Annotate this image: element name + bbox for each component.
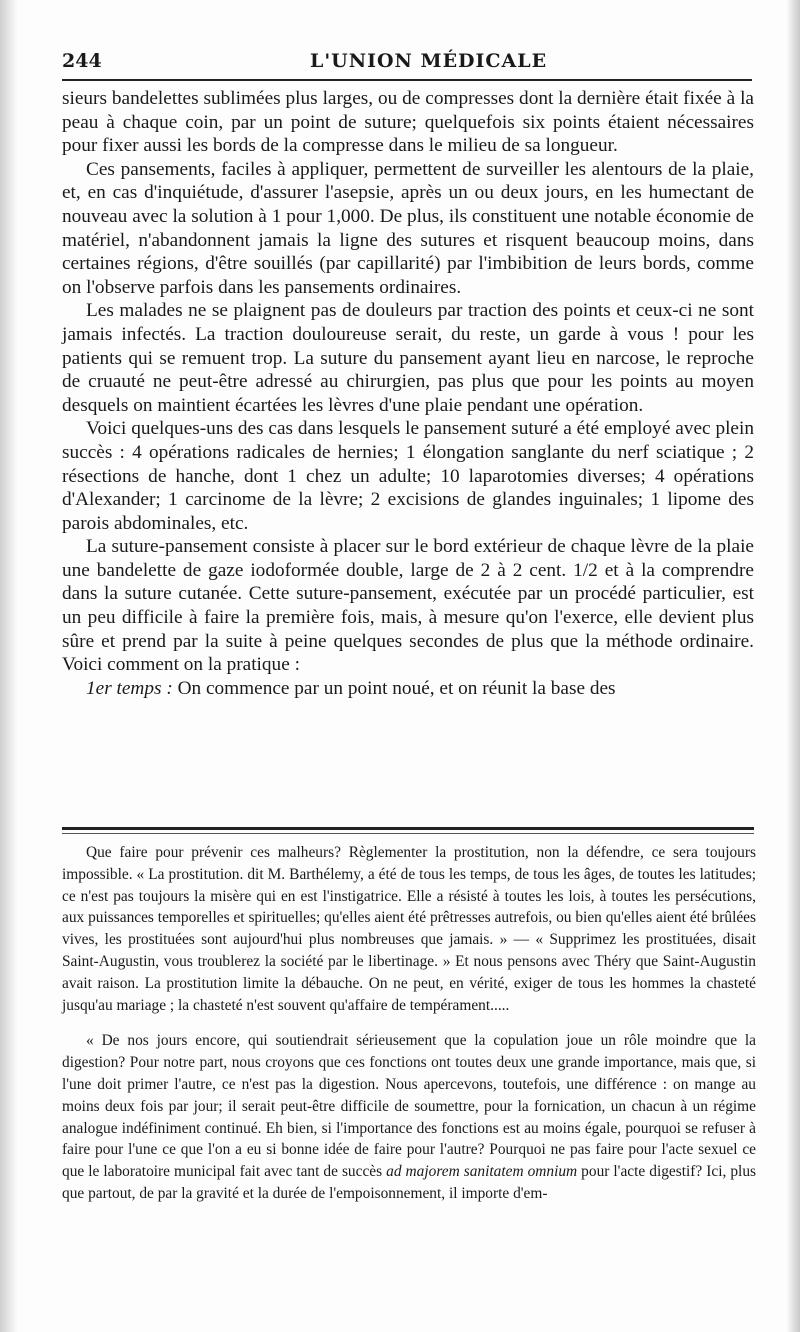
page-edge-shadow-right (786, 0, 800, 1332)
main-text (62, 87, 754, 700)
footnotes (62, 842, 756, 1205)
paragraph-continued: sieurs bandelettes sublimées plus larges, ou de compresses dont la dernière était fixée à la peau à chaque coin, par un point de suture; quelquefois six points étaient nécessaires pour fixer aussi les bords de la compresse dans le milieu de sa longueur. (62, 88, 754, 157)
paragraph-step (62, 677, 754, 701)
footnote-text: « De nos jours encore, qui soutiendrait sérieusement que la copulation joue un rôle moindre que la digestion? Pour notre part, nous croyons que ces fonctions ont toutes deux une grande importance, mais que, si l'une doit primer l'autre, ce n'est pas la digestion. Nous apercevons, toutefois, une différence : on mange au moins deux fois par jour; il serait peut-être difficile de soumettre, pour la fornication, un chacun à un régime analogue indéfiniment continué. Eh bien, si l'importance des fonctions est au moins égale, pourquoi se refuser à faire pour l'une ce que l'on a eu si bonne idée de faire pour l'autre? Pourquoi ne pas faire pour l'acte sexuel ce que le laboratoire municipal fait avec tant de succès (62, 1032, 756, 1181)
paragraph: La suture-pansement consiste à placer sur le bord extérieur de chaque lèvre de la plaie une bandelette de gaze iodoformée double, large de 2 à 2 cent. 1/2 et à la comprendre dans la suture cutanée. Cette suture-pansement, exécutée par un procédé particulier, est un peu difficile à faire la première fois, mais, à mesure qu'on l'exerce, elle devient plus sûre et prend par la suite à peine quelques secondes de plus que la méthode ordinaire. Voici comment on la pratique : (62, 536, 754, 676)
footnote-text: pour l'acte digestif? Ici, plus que partout, de par la gravité et la durée de l'empoisonnement, il importe d'em- (62, 1163, 757, 1202)
footnote-rule (62, 827, 754, 830)
step-text: On commence par un point noué, et on réunit la base des (172, 677, 616, 699)
paragraph: Ces pansements, faciles à appliquer, permettent de surveiller les alentours de la plaie, et, en cas d'inquiétude, d'assurer l'asepsie, après un ou deux jours, en les humectant de nouveau avec la solution à 1 pour 1,000. De plus, ils constituent une notable économie de matériel, n'abandonnent jamais la ligne des sutures et risquent beaucoup moins, dans certaines régions, d'être souillés (par capillarité) par l'imbibition de leurs bords, comme on l'observe parfois dans les pansements ordinaires. (62, 158, 754, 298)
page-edge-shadow-left (0, 0, 18, 1332)
running-head: L'UNION MÉDICALE (310, 50, 548, 72)
footnote-rule-thin (62, 833, 754, 834)
latin-phrase: ad majorem sanitatem omnium (386, 1163, 578, 1181)
page-header (62, 46, 762, 76)
paragraph: Voici quelques-uns des cas dans lesquels le pansement suturé a été employé avec plein succès : 4 opérations radicales de hernies; 1 élongation sanglante du nerf sciatique ; 2 résections de hanche, dont 1 chez un adulte; 10 laparotomies diverses; 4 opérations d'Alexander; 1 carcinome de la lèvre; 2 excisions de glandes inguinales; 1 lipome des parois abdominales, etc. (62, 418, 754, 534)
paragraph: Les malades ne se plaignent pas de douleurs par traction des points et ceux-ci ne sont jamais infectés. La traction douloureuse serait, du reste, un garde à vous ! pour les patients qui se remuent trop. La suture du pansement ayant lieu en narcose, le reproche de cruauté ne peut-être adressé au chirurgien, pas plus que pour les points au moyen desquels on maintient écartées les lèvres d'une plaie pendant une opération. (62, 300, 754, 416)
footnote-paragraph: Que faire pour prévenir ces malheurs? Règlementer la prostitution, non la défendre, ce sera toujours impossible. « La prostitution. dit M. Barthélemy, a été de tous les temps, de tous les âges, de toutes les latitudes; ce n'est pas toujours la misère qui en est l'instigatrice. Elle a résisté à toutes les lois, à toutes les persécutions, aux puissances temporelles et spirituelles; qu'elles aient été prêtresses autrefois, ou bien qu'elles aient été brûlées vives, les prostituées sont aujourd'hui plus nombreuses que jamais. » — « Supprimez les prostituées, disait Saint-Augustin, vous troublerez la société par le libertinage. » Et nous pensons avec Théry que Saint-Augustin avait raison. La prostitution limite la débauche. On ne peut, en vérité, exiger de tous les hommes la chasteté jusqu'au mariage ; la chasteté n'est souvent qu'affaire de tempérament..... (62, 844, 756, 1014)
header-rule (62, 79, 752, 81)
footnote-paragraph (62, 1030, 756, 1204)
step-label: 1er temps : (86, 677, 173, 699)
page-number: 244 (62, 50, 102, 72)
